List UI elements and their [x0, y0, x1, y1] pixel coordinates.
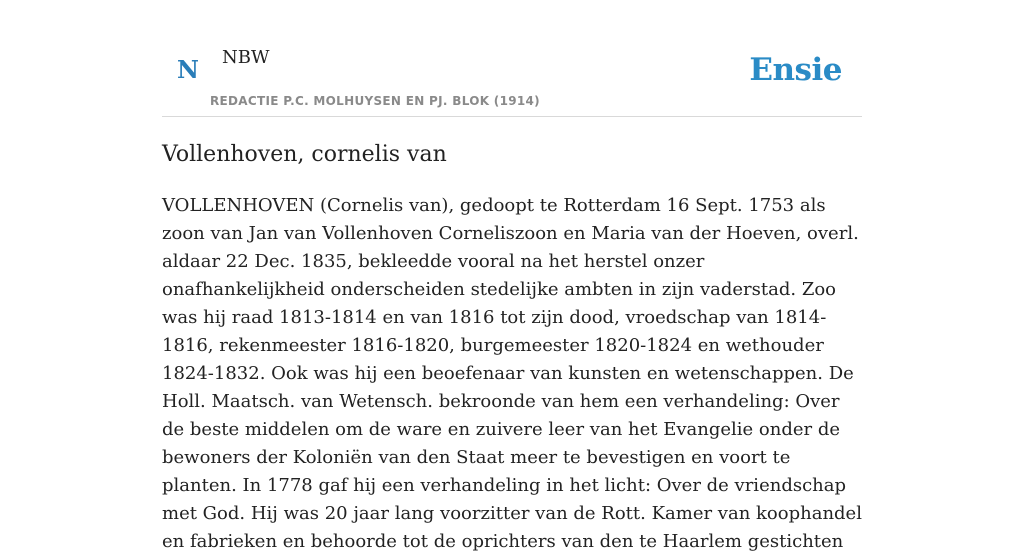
article-body: VOLLENHOVEN (Cornelis van), gedoopt te Rotterdam 16 Sept. 1753 als zoon van Jan van Vollenhoven Corneliszoon en Maria van der Hoeven, overl. aldaar 22 Dec. 1835, bekleedde vooral na het herstel onzer onafhankelijkheid onderscheiden stedelijke ambten in zijn vaderstad. Zoo was hij raad 1813-1814 en van 1816 tot zijn dood, vroedschap van 1814-1816, rekenmeester 1816-1820, burgemeester 1820-1824 en wethouder 1824-1832. Ook was hij een beoefenaar van kunsten en wetenschappen. De Holl. Maatsch. van Wetensch. bekroonde van hem een verhandeling: Over de beste middelen om de ware en zuivere leer van het Evangelie onder de bewoners der Koloniën van den Staat meer te bevestigen en voort te planten. In 1778 gaf hij een verhandeling in het licht: Over de vriendschap met God. Hij was 20 jaar lang voorzitter van de Rott. Kamer van koophandel en fabrieken en behoorde tot de oprichters van den te Haarlem gestichten [162, 195, 862, 552]
source-logo-icon[interactable]: N [177, 55, 199, 84]
article-title: Vollenhoven, cornelis van [162, 142, 447, 167]
ensie-logo[interactable]: Ensie [749, 52, 842, 88]
source-header [162, 0, 862, 117]
source-subtitle: REDACTIE P.C. MOLHUYSEN EN PJ. BLOK (1914) [210, 94, 540, 108]
source-name[interactable]: NBW [222, 47, 270, 68]
